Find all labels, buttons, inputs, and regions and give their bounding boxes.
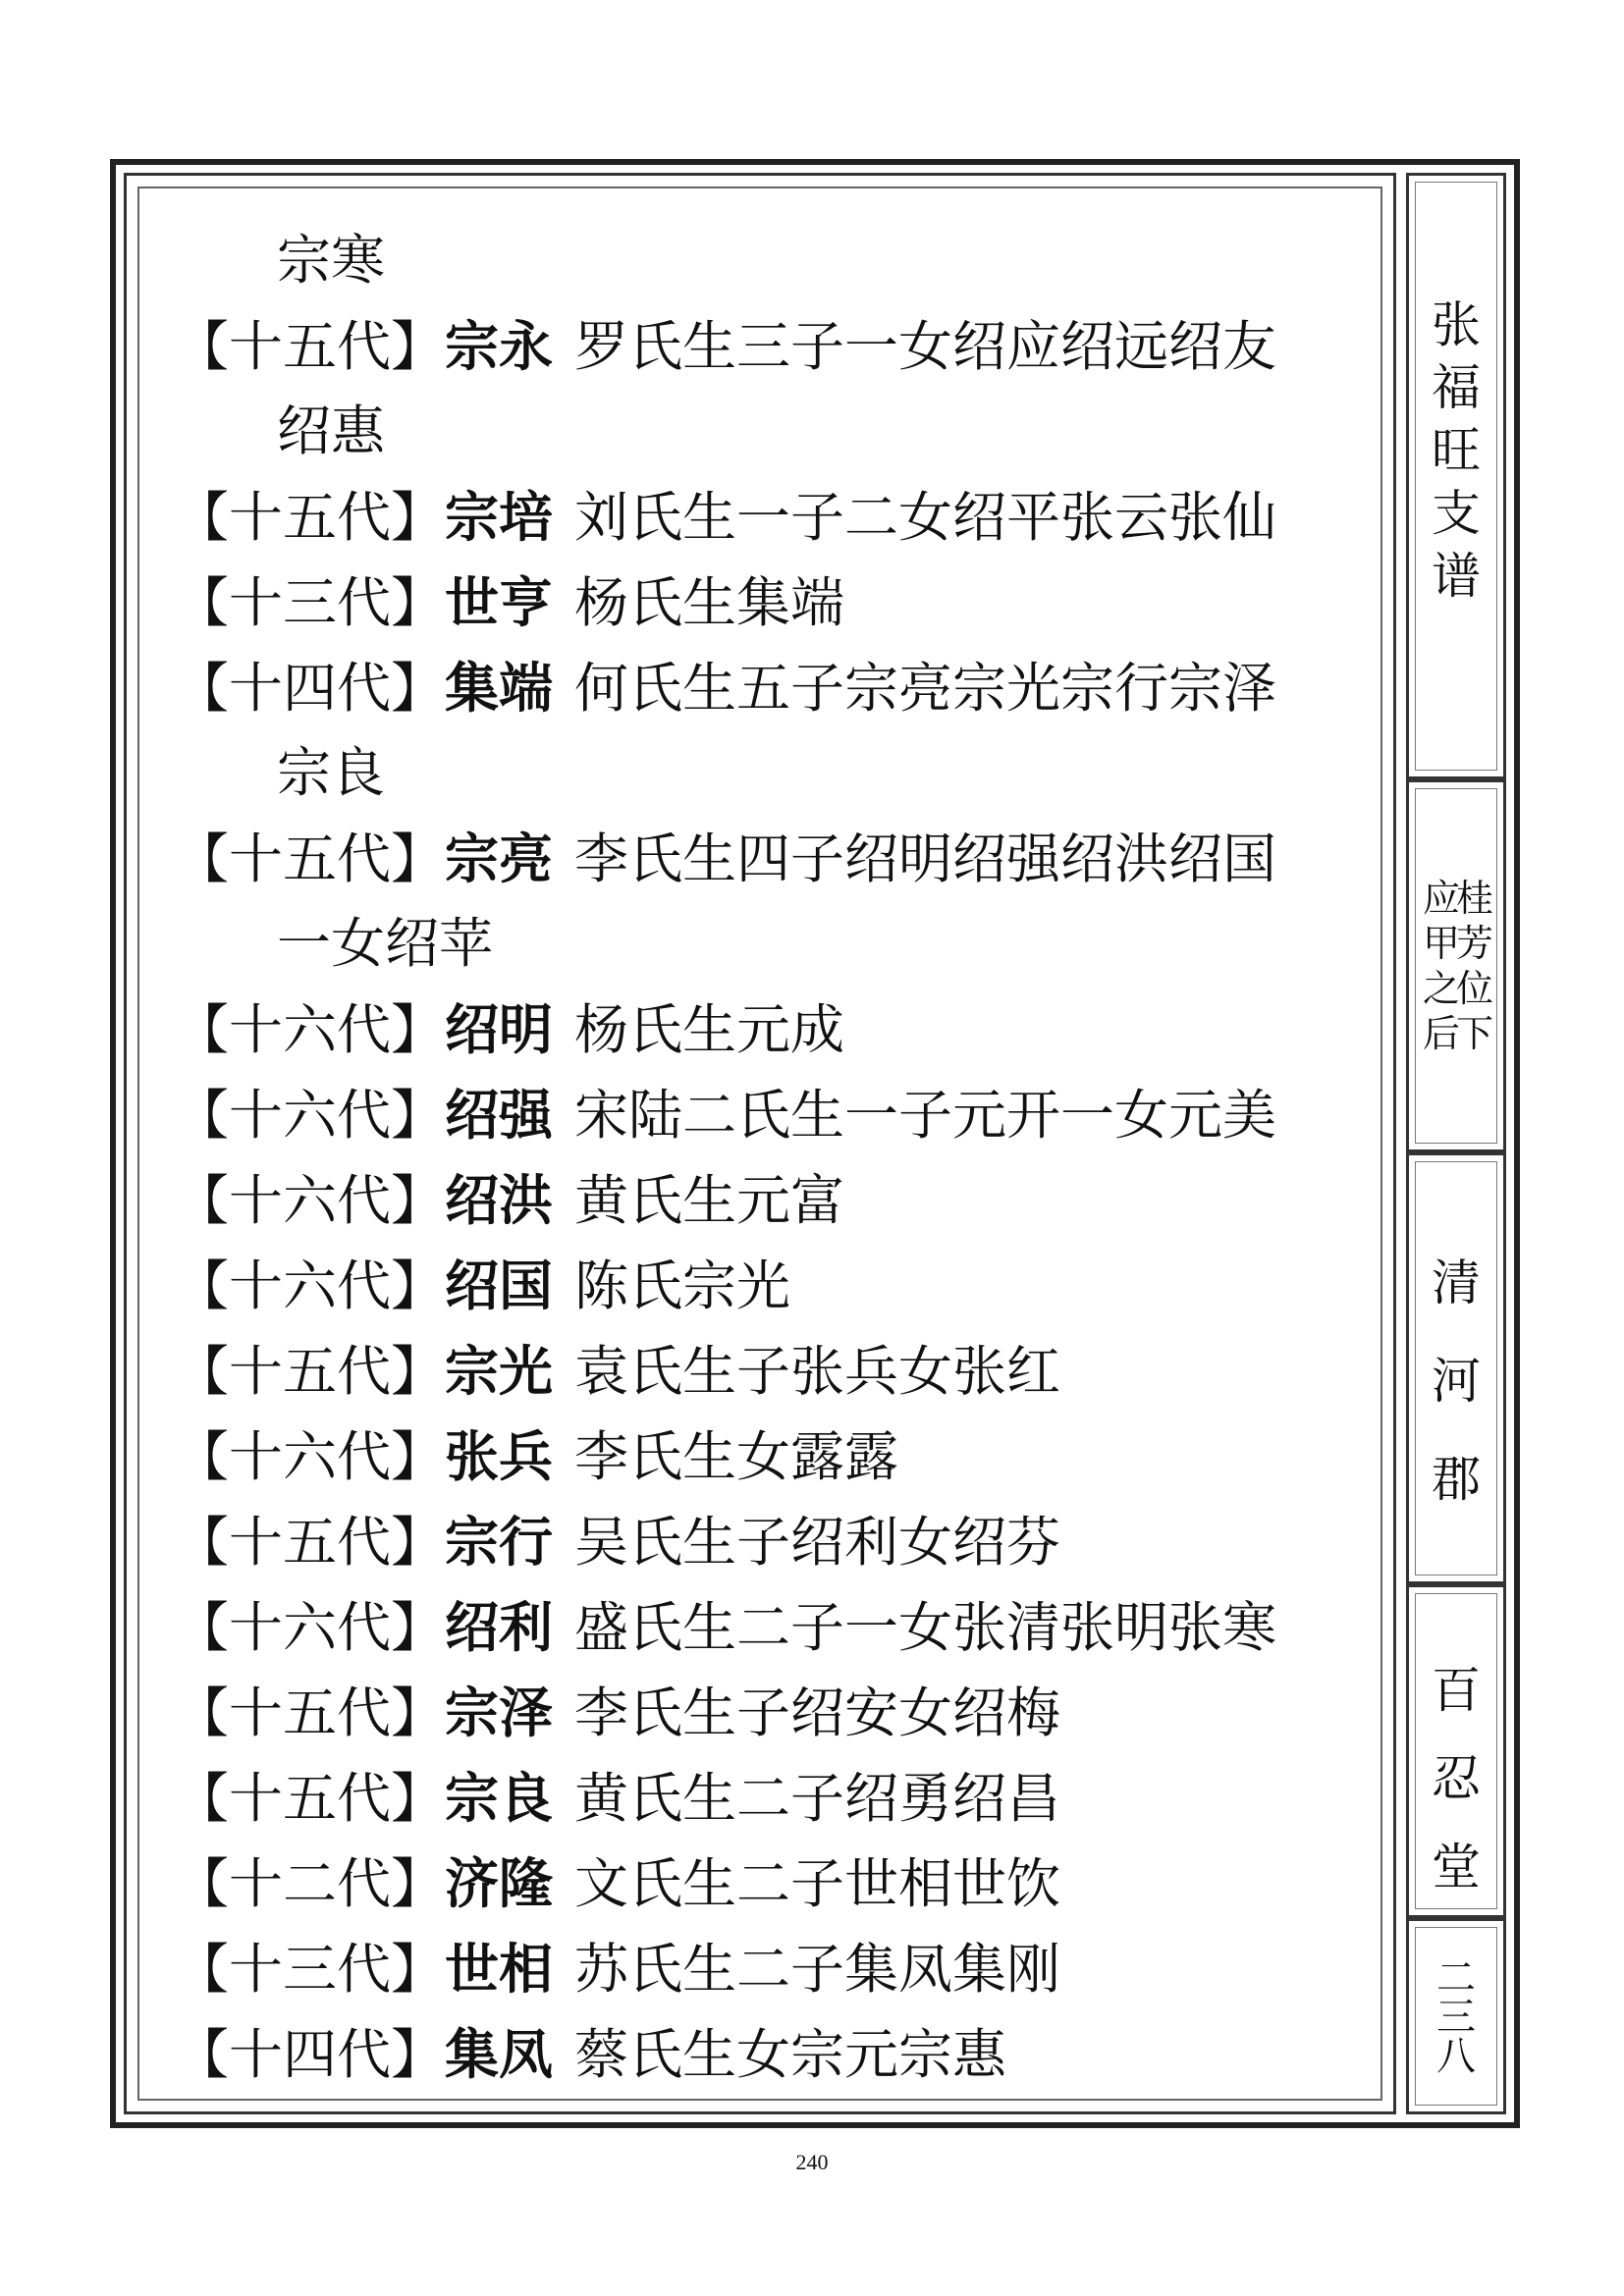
sidebar-char: 福 (1432, 359, 1481, 416)
entry-description: 李氏生子绍安女绍梅 (574, 1682, 1061, 1744)
entry-continuation (175, 901, 1373, 987)
continuation-text: 宗寒 (277, 229, 386, 292)
genealogy-entry (175, 1157, 1373, 1243)
entry-description: 文氏生二子世相世饮 (574, 1852, 1061, 1915)
entry-continuation (175, 730, 1373, 816)
entry-description: 刘氏生一子二女绍平张云张仙 (574, 486, 1277, 549)
prefecture-name (1409, 1155, 1503, 1581)
branch-right-column (1456, 782, 1493, 1149)
book-title-panel (1406, 173, 1506, 779)
genealogy-entry (175, 987, 1373, 1072)
genealogy-entry (175, 1841, 1373, 1926)
generation-label: 【十五代】 (175, 1340, 446, 1403)
person-name: 宗行 (445, 1510, 554, 1574)
entry-continuation (175, 218, 1373, 303)
sidebar-char: 堂 (1432, 1839, 1481, 1896)
entry-description: 宋陆二氏生一子元开一女元美 (574, 1084, 1277, 1147)
sidebar-char: 三 (1436, 1995, 1476, 2040)
generation-label: 【十五代】 (175, 315, 446, 378)
person-name: 绍国 (445, 1254, 554, 1317)
sidebar-char: 谱 (1432, 548, 1481, 605)
generation-label: 【十二代】 (175, 1852, 446, 1915)
sidebar-char: 位 (1456, 967, 1494, 1010)
prefecture-panel (1406, 1152, 1506, 1584)
entry-description: 苏氏生二子集凤集刚 (574, 1938, 1061, 2001)
sidebar-char: 应 (1423, 877, 1461, 920)
genealogy-entries (175, 218, 1373, 2097)
person-name: 宗亮 (445, 827, 554, 890)
person-name: 绍利 (445, 1595, 554, 1659)
entry-description: 盛氏生二子一女张清张明张寒 (574, 1596, 1277, 1659)
person-name: 集端 (445, 656, 554, 720)
entry-description: 杨氏生集端 (574, 571, 845, 634)
genealogy-entry (175, 1072, 1373, 1157)
genealogy-entry (175, 1243, 1373, 1328)
sidebar-char: 后 (1423, 1012, 1461, 1055)
generation-label: 【十六代】 (175, 1596, 446, 1659)
entry-description: 黄氏生二子绍勇绍昌 (574, 1767, 1061, 1830)
genealogy-entry (175, 474, 1373, 560)
genealogy-entry (175, 560, 1373, 645)
genealogy-entry (175, 2011, 1373, 2097)
genealogy-entry (175, 1755, 1373, 1841)
generation-label: 【十四代】 (175, 657, 446, 720)
genealogy-entry (175, 816, 1373, 901)
genealogy-entry (175, 1328, 1373, 1414)
entry-description: 李氏生四子绍明绍强绍洪绍国 (574, 828, 1277, 890)
sidebar-char: 百 (1432, 1662, 1481, 1719)
generation-label: 【十五代】 (175, 828, 446, 890)
person-name: 世相 (445, 1937, 554, 2001)
entry-description: 陈氏宗光 (574, 1255, 791, 1317)
branch-left-column (1423, 782, 1460, 1149)
entry-description: 蔡氏生女宗元宗惠 (574, 2023, 1007, 2086)
genealogy-entry (175, 645, 1373, 730)
person-name: 宗永 (445, 314, 554, 378)
person-name: 宗光 (445, 1339, 554, 1403)
person-name: 宗良 (445, 1766, 554, 1830)
sidebar-char: 支 (1432, 485, 1481, 542)
entry-description: 李氏生女露露 (574, 1425, 899, 1488)
sidebar-char: 八 (1436, 2034, 1476, 2079)
genealogy-entry (175, 1414, 1373, 1499)
entry-description: 吴氏生子绍利女绍芬 (574, 1511, 1061, 1574)
person-name: 宗泽 (445, 1681, 554, 1744)
sidebar-char: 甲 (1423, 922, 1461, 965)
hall-panel (1406, 1584, 1506, 1918)
generation-label: 【十六代】 (175, 1169, 446, 1232)
sidebar-char: 二 (1436, 1955, 1476, 2001)
person-name: 张兵 (445, 1424, 554, 1488)
entry-description: 黄氏生元富 (574, 1169, 845, 1232)
sidebar-char: 下 (1456, 1012, 1494, 1055)
sidebar-char: 河 (1432, 1353, 1481, 1410)
person-name: 集凤 (445, 2022, 554, 2086)
sidebar-char: 郡 (1432, 1451, 1481, 1508)
folio-number (1409, 1921, 1503, 2111)
sidebar-char: 忍 (1432, 1750, 1481, 1807)
generation-label: 【十五代】 (175, 1682, 446, 1744)
continuation-text: 一女绍苹 (277, 912, 494, 975)
genealogy-entry (175, 1499, 1373, 1584)
page-number: 240 (795, 2150, 829, 2174)
entry-description: 杨氏生元成 (574, 998, 845, 1061)
sidebar-char: 芳 (1456, 922, 1494, 965)
generation-label: 【十五代】 (175, 1767, 446, 1830)
person-name: 绍强 (445, 1083, 554, 1147)
sidebar-char: 之 (1423, 967, 1461, 1010)
sidebar-char: 桂 (1456, 877, 1494, 920)
generation-label: 【十三代】 (175, 571, 446, 634)
generation-label: 【十四代】 (175, 2023, 446, 2086)
generation-label: 【十六代】 (175, 1084, 446, 1147)
branch-panel (1406, 779, 1506, 1152)
continuation-text: 绍惠 (277, 400, 386, 462)
entry-continuation (175, 389, 1373, 474)
generation-label: 【十六代】 (175, 1255, 446, 1317)
entry-description: 何氏生五子宗亮宗光宗行宗泽 (574, 657, 1277, 720)
folio-panel (1406, 1918, 1506, 2114)
sidebar-char: 旺 (1432, 422, 1481, 479)
sidebar (1406, 173, 1506, 2114)
genealogy-entry (175, 303, 1373, 389)
genealogy-entry (175, 1926, 1373, 2011)
continuation-text: 宗良 (277, 741, 386, 804)
generation-label: 【十六代】 (175, 998, 446, 1061)
person-name: 绍洪 (445, 1168, 554, 1232)
generation-label: 【十五代】 (175, 486, 446, 549)
sidebar-char: 张 (1432, 296, 1481, 353)
genealogy-entry (175, 1670, 1373, 1755)
generation-label: 【十六代】 (175, 1425, 446, 1488)
generation-label: 【十五代】 (175, 1511, 446, 1574)
entry-description: 罗氏生三子一女绍应绍远绍友 (574, 315, 1277, 378)
genealogy-entry (175, 1584, 1373, 1670)
generation-label: 【十三代】 (175, 1938, 446, 2001)
book-title (1409, 176, 1503, 776)
person-name: 宗培 (445, 485, 554, 549)
person-name: 世亨 (445, 570, 554, 634)
hall-name (1409, 1587, 1503, 1915)
person-name: 绍明 (445, 997, 554, 1061)
person-name: 济隆 (445, 1851, 554, 1915)
entry-description: 袁氏生子张兵女张红 (574, 1340, 1061, 1403)
sidebar-char: 清 (1432, 1255, 1481, 1311)
